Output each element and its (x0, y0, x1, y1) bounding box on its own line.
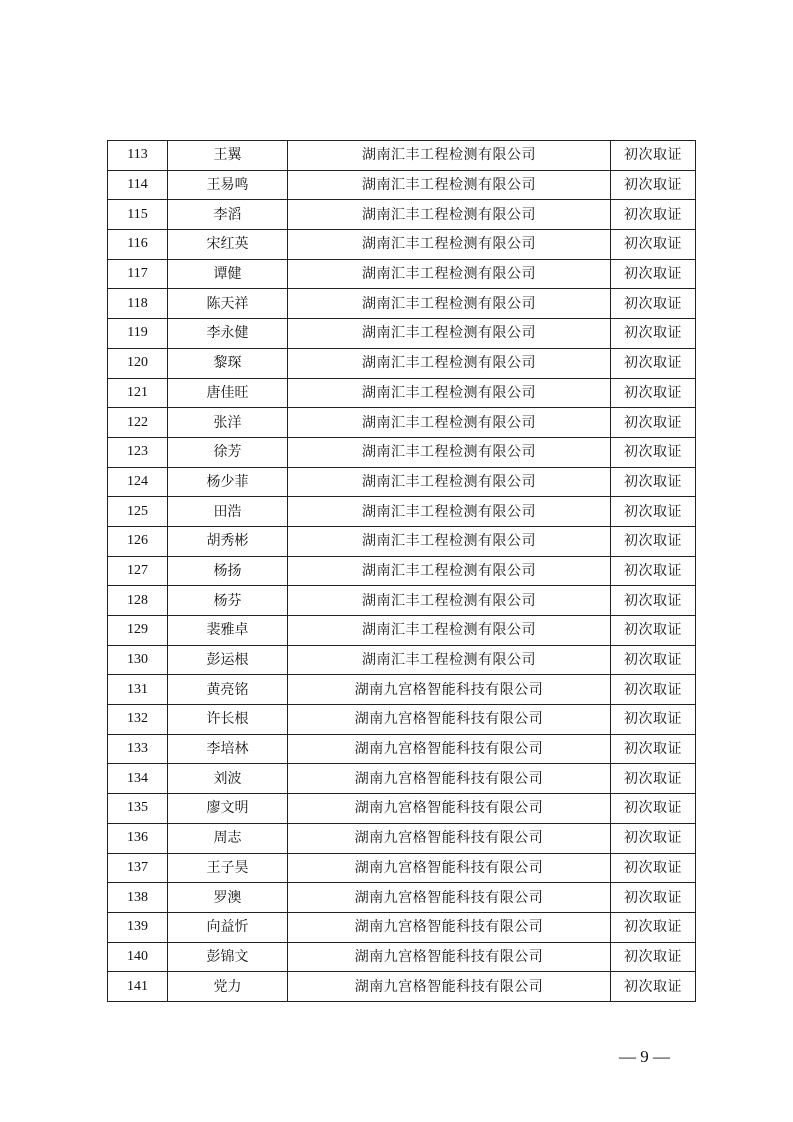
cell-number: 129 (108, 616, 168, 646)
cell-number: 136 (108, 823, 168, 853)
cell-person-name: 王易鸣 (168, 170, 288, 200)
cell-organization: 湖南九宫格智能科技有限公司 (288, 823, 611, 853)
cell-organization: 湖南汇丰工程检测有限公司 (288, 556, 611, 586)
cell-person-name: 李培林 (168, 734, 288, 764)
cell-certification-type: 初次取证 (611, 230, 696, 260)
cell-person-name: 田浩 (168, 497, 288, 527)
table-row (108, 734, 696, 764)
cell-certification-type: 初次取证 (611, 942, 696, 972)
table-row (108, 823, 696, 853)
table-row (108, 230, 696, 260)
table-row (108, 378, 696, 408)
cell-person-name: 许长根 (168, 705, 288, 735)
cell-certification-type: 初次取证 (611, 705, 696, 735)
cell-organization: 湖南汇丰工程检测有限公司 (288, 467, 611, 497)
table-row (108, 645, 696, 675)
cell-organization: 湖南汇丰工程检测有限公司 (288, 616, 611, 646)
cell-organization: 湖南汇丰工程检测有限公司 (288, 437, 611, 467)
cell-certification-type: 初次取证 (611, 467, 696, 497)
cell-organization: 湖南汇丰工程检测有限公司 (288, 230, 611, 260)
table-row (108, 942, 696, 972)
table-row (108, 141, 696, 171)
cell-certification-type: 初次取证 (611, 853, 696, 883)
cell-number: 137 (108, 853, 168, 883)
cell-person-name: 王翼 (168, 141, 288, 171)
table-row (108, 675, 696, 705)
cell-person-name: 刘波 (168, 764, 288, 794)
page-number: — 9 — (619, 1047, 670, 1066)
cell-number: 135 (108, 794, 168, 824)
cell-certification-type: 初次取证 (611, 912, 696, 942)
cell-person-name: 黎琛 (168, 348, 288, 378)
cell-person-name: 陈天祥 (168, 289, 288, 319)
cell-number: 128 (108, 586, 168, 616)
cell-certification-type: 初次取证 (611, 794, 696, 824)
cell-number: 138 (108, 883, 168, 913)
table-row (108, 408, 696, 438)
table-row (108, 526, 696, 556)
cell-person-name: 杨少菲 (168, 467, 288, 497)
cell-organization: 湖南汇丰工程检测有限公司 (288, 378, 611, 408)
cell-number: 134 (108, 764, 168, 794)
cell-number: 118 (108, 289, 168, 319)
table-row (108, 972, 696, 1002)
cell-number: 127 (108, 556, 168, 586)
cell-organization: 湖南九宫格智能科技有限公司 (288, 794, 611, 824)
cell-certification-type: 初次取证 (611, 170, 696, 200)
table-row (108, 348, 696, 378)
cell-certification-type: 初次取证 (611, 823, 696, 853)
cell-person-name: 杨芬 (168, 586, 288, 616)
cell-certification-type: 初次取证 (611, 734, 696, 764)
table-row (108, 467, 696, 497)
cell-number: 115 (108, 200, 168, 230)
cell-number: 114 (108, 170, 168, 200)
cell-certification-type: 初次取证 (611, 645, 696, 675)
cell-organization: 湖南汇丰工程检测有限公司 (288, 170, 611, 200)
cell-number: 131 (108, 675, 168, 705)
cell-person-name: 廖文明 (168, 794, 288, 824)
cell-person-name: 唐佳旺 (168, 378, 288, 408)
cell-organization: 湖南九宫格智能科技有限公司 (288, 705, 611, 735)
cell-certification-type: 初次取证 (611, 348, 696, 378)
cell-person-name: 周志 (168, 823, 288, 853)
cell-organization: 湖南九宫格智能科技有限公司 (288, 675, 611, 705)
cell-number: 140 (108, 942, 168, 972)
cell-certification-type: 初次取证 (611, 497, 696, 527)
cell-organization: 湖南汇丰工程检测有限公司 (288, 141, 611, 171)
cell-person-name: 徐芳 (168, 437, 288, 467)
cell-person-name: 杨扬 (168, 556, 288, 586)
cell-number: 133 (108, 734, 168, 764)
cell-person-name: 彭锦文 (168, 942, 288, 972)
cell-organization: 湖南九宫格智能科技有限公司 (288, 734, 611, 764)
cell-person-name: 彭运根 (168, 645, 288, 675)
table-row (108, 319, 696, 349)
cell-number: 117 (108, 259, 168, 289)
cell-certification-type: 初次取证 (611, 408, 696, 438)
roster-table-body (108, 141, 696, 1002)
cell-organization: 湖南汇丰工程检测有限公司 (288, 645, 611, 675)
cell-person-name: 张洋 (168, 408, 288, 438)
cell-organization: 湖南九宫格智能科技有限公司 (288, 912, 611, 942)
cell-organization: 湖南汇丰工程检测有限公司 (288, 200, 611, 230)
cell-certification-type: 初次取证 (611, 259, 696, 289)
cell-person-name: 宋红英 (168, 230, 288, 260)
cell-number: 125 (108, 497, 168, 527)
table-row (108, 853, 696, 883)
table-row (108, 497, 696, 527)
table-row (108, 794, 696, 824)
cell-number: 132 (108, 705, 168, 735)
cell-person-name: 李滔 (168, 200, 288, 230)
cell-organization: 湖南汇丰工程检测有限公司 (288, 348, 611, 378)
cell-certification-type: 初次取证 (611, 378, 696, 408)
table-row (108, 437, 696, 467)
cell-organization: 湖南汇丰工程检测有限公司 (288, 259, 611, 289)
cell-number: 121 (108, 378, 168, 408)
cell-organization: 湖南汇丰工程检测有限公司 (288, 497, 611, 527)
cell-certification-type: 初次取证 (611, 764, 696, 794)
cell-person-name: 谭健 (168, 259, 288, 289)
table-row (108, 289, 696, 319)
cell-certification-type: 初次取证 (611, 289, 696, 319)
cell-person-name: 裴雅卓 (168, 616, 288, 646)
cell-number: 139 (108, 912, 168, 942)
table-row (108, 200, 696, 230)
cell-number: 130 (108, 645, 168, 675)
table-row (108, 586, 696, 616)
cell-person-name: 黄亮铭 (168, 675, 288, 705)
cell-certification-type: 初次取证 (611, 526, 696, 556)
cell-person-name: 党力 (168, 972, 288, 1002)
cell-organization: 湖南汇丰工程检测有限公司 (288, 526, 611, 556)
table-row (108, 170, 696, 200)
roster-table (107, 140, 696, 1002)
table-row (108, 883, 696, 913)
cell-organization: 湖南九宫格智能科技有限公司 (288, 764, 611, 794)
cell-organization: 湖南汇丰工程检测有限公司 (288, 319, 611, 349)
cell-number: 119 (108, 319, 168, 349)
cell-organization: 湖南九宫格智能科技有限公司 (288, 883, 611, 913)
cell-number: 124 (108, 467, 168, 497)
cell-certification-type: 初次取证 (611, 319, 696, 349)
cell-number: 122 (108, 408, 168, 438)
table-row (108, 616, 696, 646)
cell-number: 126 (108, 526, 168, 556)
cell-organization: 湖南汇丰工程检测有限公司 (288, 289, 611, 319)
cell-certification-type: 初次取证 (611, 141, 696, 171)
cell-number: 141 (108, 972, 168, 1002)
cell-certification-type: 初次取证 (611, 675, 696, 705)
cell-person-name: 向益忻 (168, 912, 288, 942)
cell-certification-type: 初次取证 (611, 556, 696, 586)
cell-person-name: 胡秀彬 (168, 526, 288, 556)
cell-certification-type: 初次取证 (611, 616, 696, 646)
table-row (108, 912, 696, 942)
table-row (108, 259, 696, 289)
cell-number: 116 (108, 230, 168, 260)
cell-number: 123 (108, 437, 168, 467)
cell-certification-type: 初次取证 (611, 586, 696, 616)
cell-certification-type: 初次取证 (611, 883, 696, 913)
cell-certification-type: 初次取证 (611, 972, 696, 1002)
cell-certification-type: 初次取证 (611, 437, 696, 467)
cell-organization: 湖南九宫格智能科技有限公司 (288, 853, 611, 883)
cell-certification-type: 初次取证 (611, 200, 696, 230)
table-row (108, 764, 696, 794)
cell-organization: 湖南汇丰工程检测有限公司 (288, 408, 611, 438)
table-row (108, 705, 696, 735)
cell-person-name: 李永健 (168, 319, 288, 349)
cell-organization: 湖南汇丰工程检测有限公司 (288, 586, 611, 616)
cell-person-name: 罗澳 (168, 883, 288, 913)
cell-organization: 湖南九宫格智能科技有限公司 (288, 972, 611, 1002)
cell-number: 120 (108, 348, 168, 378)
table-row (108, 556, 696, 586)
cell-person-name: 王子昊 (168, 853, 288, 883)
cell-organization: 湖南九宫格智能科技有限公司 (288, 942, 611, 972)
cell-number: 113 (108, 141, 168, 171)
